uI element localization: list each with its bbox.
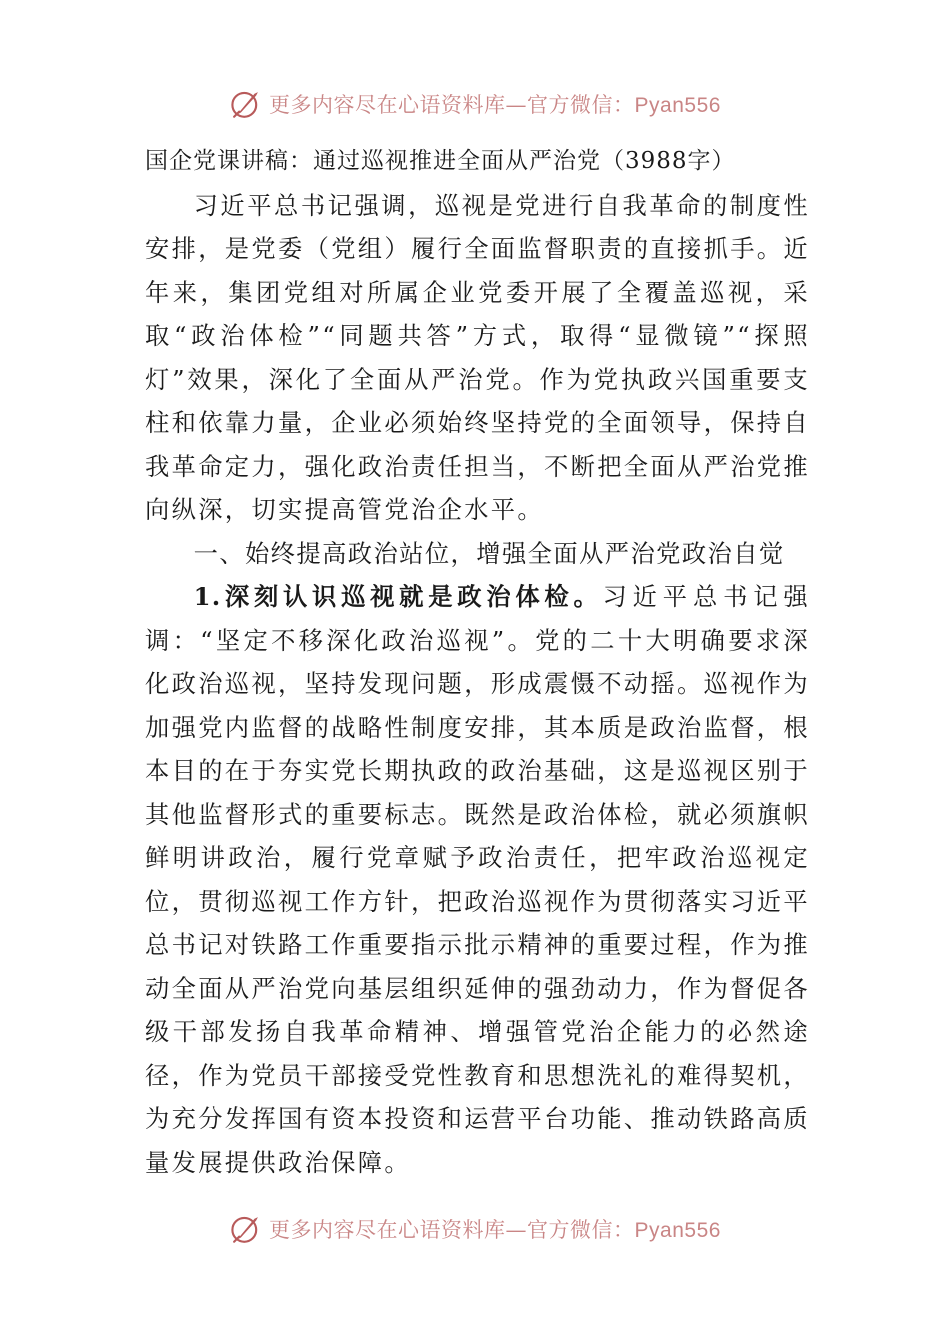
quill-pen-logo-icon — [229, 87, 263, 121]
wechat-id: Pyan556 — [634, 1219, 721, 1242]
header-watermark — [0, 82, 950, 126]
intro-paragraph: 习近平总书记强调，巡视是党进行自我革命的制度性安排，是党委（党组）履行全面监督职责的直接抓手。近年来，集团党组对所属企业党委开展了全覆盖巡视，采取“政治体检”“同题共答”方式，取得“显微镜”“探照灯”效果，深化了全面从严治党。作为党执政兴国重要支柱和依靠力量，企业必须始终坚持党的全面领导，保持自我革命定力，强化政治责任担当，不断把全面从严治党推向纵深，切实提高管党治企水平。 — [145, 190, 810, 524]
watermark-text: 更多内容尽在心语资料库—官方微信：Pyan556 — [269, 93, 721, 117]
point-1-body: 习近平总书记强调：“坚定不移深化政治巡视”。党的二十大明确要求深化政治巡视，坚持发现问题，形成震慑不动摇。巡视作为加强党内监督的战略性制度安排，其本质是政治监督，根本目的在于夯实党长期执政的政治基础，这是巡视区别于其他监督形式的重要标志。既然是政治体检，就必须旗帜鲜明讲政治，履行党章赋予政治责任，把牢政治巡视定位，贯彻巡视工作方针，把政治巡视作为贯彻落实习近平总书记对铁路工作重要指示批示精神的重要过程，作为推动全面从严治党向基层组织延伸的强劲动力，作为督促各级干部发扬自我革命精神、增强管党治企能力的必然途径，作为党员干部接受党性教育和思想洗礼的难得契机，为充分发挥国有资本投资和运营平台功能、推动铁路高质量发展提供政治保障。 — [145, 582, 810, 1177]
point-1-lead: 1.深刻认识巡视就是政治体检。 — [193, 582, 603, 611]
point-1-paragraph — [145, 575, 810, 1184]
document-body — [145, 140, 810, 1184]
document-title: 国企党课讲稿：通过巡视推进全面从严治党（3988字） — [145, 148, 736, 174]
wechat-id: Pyan556 — [634, 94, 721, 117]
watermark-text: 更多内容尽在心语资料库—官方微信：Pyan556 — [269, 1218, 721, 1242]
section-heading: 一、始终提高政治站位，增强全面从严治党政治自觉 — [193, 538, 785, 568]
footer-watermark — [0, 1207, 950, 1251]
quill-pen-logo-icon — [229, 1212, 263, 1246]
